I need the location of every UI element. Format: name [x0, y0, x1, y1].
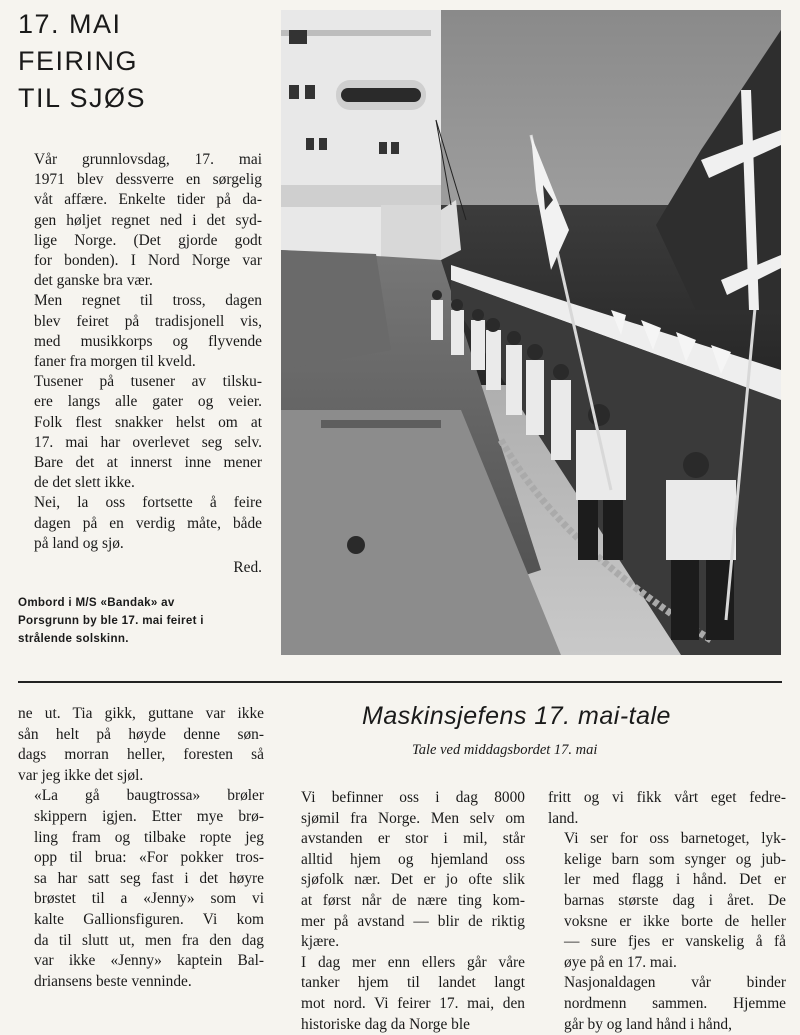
text-line: Folk flest snakker helst om at: [34, 413, 262, 431]
paragraph: [18, 704, 264, 786]
text-line: mot nord. Vi feirer 17. mai, den: [301, 994, 525, 1012]
text-line: alltid hjem og hjemland oss: [301, 850, 525, 868]
text-line: I dag mer enn ellers går våre: [301, 953, 525, 971]
text-line: dags morran heller, foresten så: [18, 746, 264, 764]
text-line: Nei, la oss fortsette å feire: [34, 494, 262, 512]
paragraph: [18, 150, 262, 291]
paragraph: [548, 829, 786, 973]
continuation-column: [18, 704, 264, 992]
speech-title: Maskinsjefens 17. mai-tale: [362, 702, 671, 730]
text-line: var ikke «Jenny» kaptein Bal-: [34, 952, 264, 970]
text-line: Vi ser for oss barnetoget, lyk-: [564, 830, 786, 848]
text-line: gen høljet regnet ned i det syd-: [34, 211, 262, 229]
text-line: fritt og vi fikk vårt eget fedre-: [548, 789, 786, 806]
paragraph: [18, 786, 264, 992]
text-line: ne ut. Tia gikk, guttane var ikke: [18, 705, 264, 722]
text-line: voksne er ikke borte de heller: [564, 912, 786, 930]
paragraph: [18, 372, 262, 493]
text-line: driansens beste venninde.: [34, 972, 192, 990]
ship-deck-photo: [281, 10, 781, 655]
article-intro: [18, 150, 262, 578]
headline-line: 17. MAI: [18, 9, 122, 39]
paragraph: [18, 291, 262, 372]
article-headline: [18, 6, 268, 117]
text-line: kjære.: [301, 933, 340, 951]
text-line: sjømil fra Norge. Men selv om: [301, 809, 525, 827]
text-line: faner fra morgen til kveld.: [34, 353, 196, 371]
paragraph: [18, 493, 262, 554]
text-line: nordmenn sammen. Hjemme: [564, 994, 786, 1012]
text-line: 17. mai har overlevet seg selv.: [34, 433, 262, 451]
paragraph: [285, 953, 525, 1035]
text-line: med musikkorps og flyvende: [34, 332, 262, 350]
paragraph: [548, 788, 786, 829]
ship-deck-photo-image: [281, 10, 781, 655]
text-line: våt affære. Enkelte tider på da-: [34, 191, 262, 209]
text-line: at først når de nære ting kom-: [301, 891, 525, 909]
text-line: Nasjonaldagen vår binder: [564, 974, 786, 992]
text-line: Tusener på tusener av tilsku-: [34, 373, 262, 391]
caption-line: Porsgrunn by ble 17. mai feiret i: [18, 614, 204, 627]
speech-column-2: [548, 788, 786, 1035]
text-line: ling fram og tilbake ropte jeg: [34, 828, 264, 846]
text-line: 1971 blev dessverre en sørgelig: [34, 171, 262, 189]
text-line: Bare det at innerst inne mener: [34, 454, 262, 472]
text-line: land.: [548, 809, 579, 827]
text-line: Vår grunnlovsdag, 17. mai: [34, 151, 262, 168]
caption-line: strålende solskinn.: [18, 632, 129, 645]
headline-line: TIL SJØS: [18, 83, 147, 113]
text-line: sa har satt seg fast i det høyre: [34, 869, 264, 887]
text-line: brøstet til a «Jenny» som vi: [34, 890, 264, 908]
text-line: mer på avstand — blir de riktig: [301, 912, 525, 930]
text-line: går by og land hånd i hånd,: [564, 1015, 732, 1033]
text-line: kalte Gallionsfiguren. Vi kom: [34, 910, 264, 928]
text-line: øye på en 17. mai.: [564, 953, 677, 971]
text-line: barnas største dag i året. De: [564, 891, 786, 909]
text-line: på land og sjø.: [34, 534, 124, 552]
speech-subtitle: Tale ved middagsbordet 17. mai: [412, 742, 598, 758]
text-line: opp til brua: «For pokker tros-: [34, 849, 264, 867]
text-line: Vi befinner oss i dag 8000: [301, 789, 525, 806]
text-line: skippern igjen. Etter mye brø-: [34, 807, 264, 825]
text-line: var jeg ikke det sjøl.: [18, 766, 144, 784]
caption-line: Ombord i M/S «Bandak» av: [18, 596, 175, 609]
paragraph: [548, 973, 786, 1035]
headline-line: FEIRING: [18, 46, 139, 76]
text-line: Men regnet til tross, dagen: [34, 292, 262, 310]
text-line: blev feiret på tradisjonell vis,: [34, 312, 262, 330]
text-line: ler med flagg i hånd. Det er: [564, 871, 786, 889]
text-line: lige Norge. (Det gjorde godt: [34, 231, 262, 249]
text-line: sån helt på høyde denne søn-: [18, 725, 264, 743]
paragraph: [285, 788, 525, 953]
text-line: dagen på en verdig måte, både: [34, 514, 262, 532]
speech-column-1: [285, 788, 525, 1035]
text-line: ere langs alle gater og veier.: [34, 393, 262, 411]
photo-caption: [18, 594, 268, 648]
text-line: historiske dag da Norge ble: [301, 1015, 470, 1033]
text-line: kelige barn som synger og jub-: [564, 850, 786, 868]
signature: Red.: [233, 559, 262, 577]
text-line: for bonden). I Nord Norge var: [34, 252, 262, 270]
text-line: — sure fjes er vanskelig å få: [564, 933, 786, 951]
text-line: sjøfolk nær. Det er jo ofte slik: [301, 871, 525, 889]
text-line: de det slett ikke.: [34, 474, 135, 492]
section-divider: [18, 681, 782, 683]
text-line: da til slutt ut, men fra den dag: [34, 931, 264, 949]
text-line: det ganske bra vær.: [34, 272, 153, 290]
text-line: «La gå baugtrossa» brøler: [34, 787, 264, 805]
text-line: tanker hjem til landet langt: [301, 974, 525, 992]
text-line: avstanden er stor i mil, står: [301, 830, 525, 848]
